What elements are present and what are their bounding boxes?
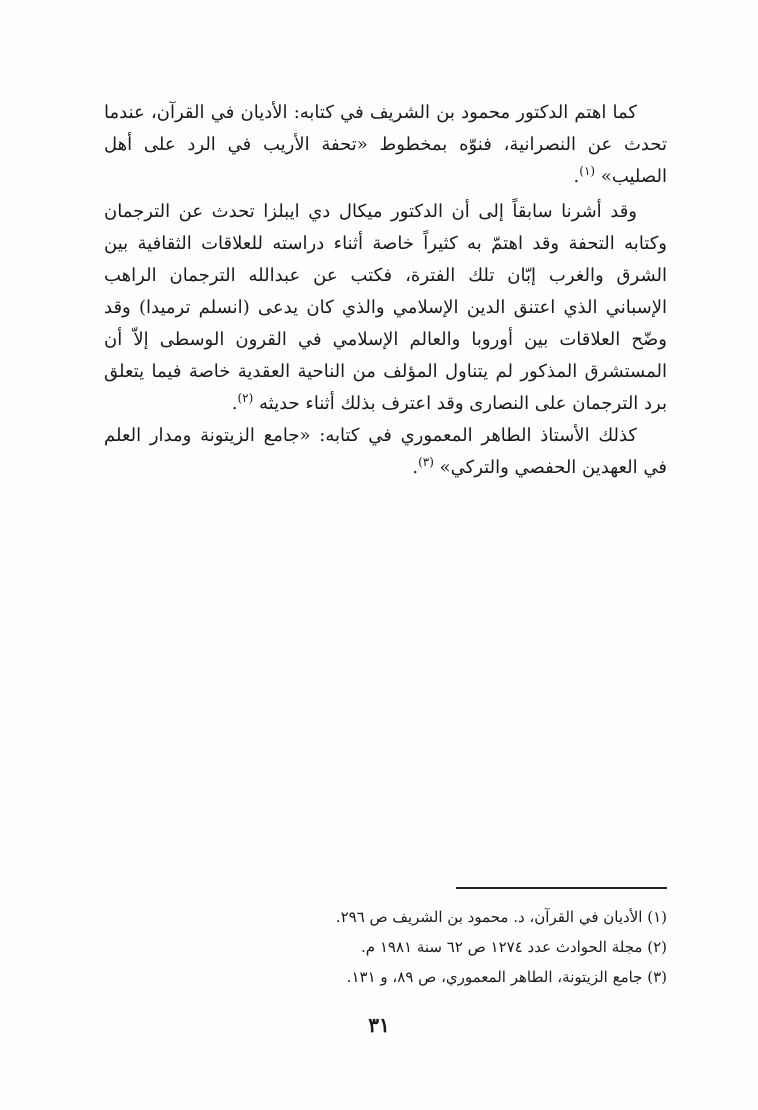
paragraph-3-text: كذلك الأستاذ الطاهر المعموري في كتابه: «جامع الزيتونة ومدار العلم في العهدين الحفصي والتركي» — [104, 425, 667, 478]
footnote-1: (١) الأديان في القرآن، د. محمود بن الشريف ص ٢٩٦. — [335, 908, 667, 926]
paragraph-1 — [104, 97, 667, 193]
paragraph-2-text: وقد أشرنا سابقاً إلى أن الدكتور ميكال دي ايبلزا تحدث عن الترجمان وكتابه التحفة وقد اهتمّ به كثيراً خاصة أثناء دراسته للعلاقات الثقافية بين الشرق والغرب إبّان تلك الفترة، فكتب عن عبدالله الترجمان الراهب الإسباني الذي اعتنق الدين الإسلامي والذي كان يدعى (انسلم ترميدا) وقد وضّح العلاقات بين أوروبا والعالم الإسلامي في القرون الوسطى إلاّ أن المستشرق المذكور لم يتناول المؤلف من الناحية العقدية خاصة فيما يتعلق برد الترجمان على النصارى وقد اعترف بذلك أثناء حديثه — [104, 201, 667, 414]
paragraph-1-text: كما اهتم الدكتور محمود بن الشريف في كتابه: الأديان في القرآن، عندما تحدث عن النصرانية، فنوّه بمخطوط «تحفة الأريب في الرد على أهل الصليب» — [104, 102, 667, 187]
paragraph-1-tail: . — [573, 166, 580, 187]
footnote-separator — [456, 887, 667, 889]
paragraph-3-tail: . — [412, 457, 419, 478]
footnote-ref-2[interactable]: (٢) — [237, 391, 254, 405]
paragraph-3 — [104, 420, 667, 484]
footnote-2: (٢) مجلة الحوادث عدد ١٢٧٤ ص ٦٢ سنة ١٩٨١ م. — [361, 938, 667, 956]
footnote-3: (٣) جامع الزيتونة، الطاهر المعموري، ص ٨٩، و ١٣١. — [346, 968, 667, 986]
footnote-ref-3[interactable]: (٣) — [418, 455, 434, 469]
page-number: ٣١ — [368, 1013, 390, 1037]
footnotes-list — [300, 902, 667, 992]
paragraph-2-tail: . — [231, 393, 238, 414]
paragraph-2 — [104, 196, 667, 420]
footnote-ref-1[interactable]: (١) — [579, 164, 596, 178]
